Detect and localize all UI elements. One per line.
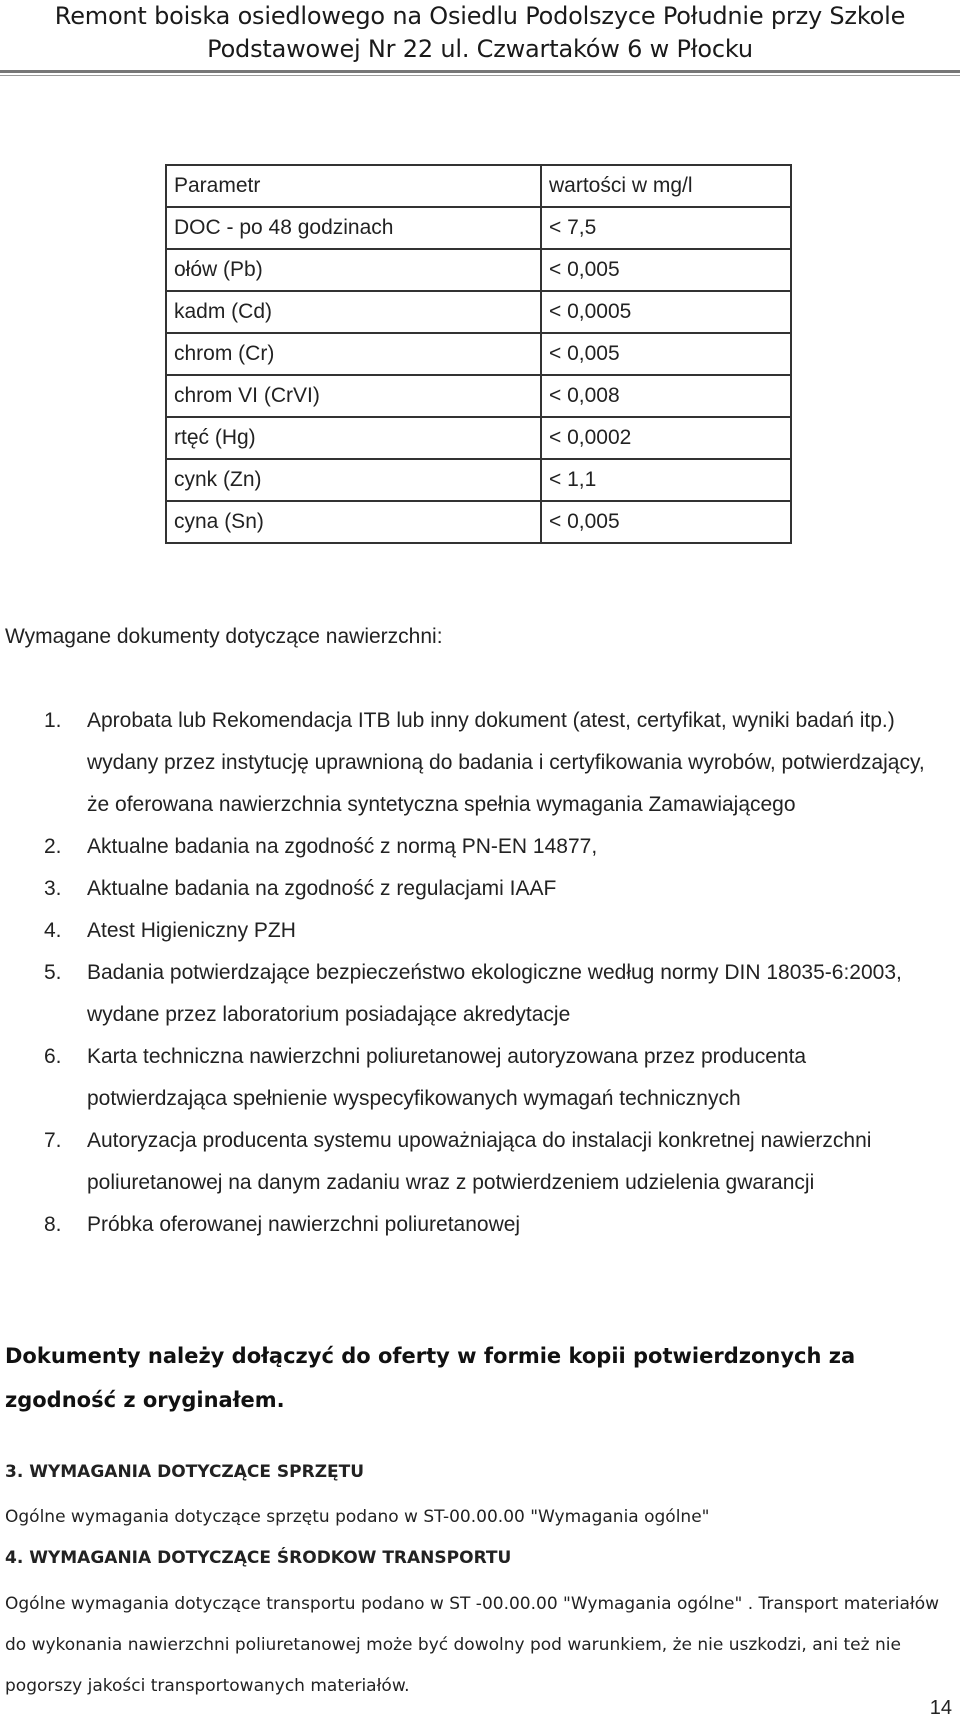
list-item [0,1120,940,1204]
section-4-heading: 4. WYMAGANIA DOTYCZĄCE ŚRODKOW TRANSPORTU [5,1548,512,1568]
list-item-number: 1. [44,709,62,732]
section-3-text: Ogólne wymagania dotyczące sprzętu podano w ST-00.00.00 "Wymagania ogólne" [5,1507,710,1527]
table-cell-value: < 0,0005 [541,291,791,333]
table-row [166,249,791,291]
section-4-text: Ogólne wymagania dotyczące transportu podano w ST -00.00.00 "Wymagania ogólne" . Transport materiałów do wykonania nawierzchni poliuretanowej może być dowolny pod warunkiem, że nie uszkodzi, ani też nie pogorszy jakości transportowanych materiałów. [5,1594,940,1696]
list-item-text: Atest Higieniczny PZH [87,919,296,942]
table-cell-param: rtęć (Hg) [166,417,541,459]
section-3-heading: 3. WYMAGANIA DOTYCZĄCE SPRZĘTU [5,1462,365,1482]
table-header-value: wartości w mg/l [541,165,791,207]
table-cell-value: < 0,005 [541,501,791,543]
table-cell-param: ołów (Pb) [166,249,541,291]
list-item-number: 8. [44,1213,62,1236]
list-item-number: 2. [44,835,62,858]
list-item-number: 3. [44,877,62,900]
list-item-text: Aktualne badania na zgodność z regulacjami IAAF [87,877,557,900]
table-row [166,375,791,417]
page-header [0,0,960,66]
table-row [166,333,791,375]
header-title-line-1: Remont boiska osiedlowego na Osiedlu Podolszyce Południe przy Szkole [54,2,906,30]
table-cell-param: chrom VI (CrVI) [166,375,541,417]
table-row [166,501,791,543]
list-item-number: 7. [44,1129,62,1152]
header-divider [0,70,960,73]
header-divider-thin [0,75,960,76]
table-cell-value: < 1,1 [541,459,791,501]
list-item-text: Próbka oferowanej nawierzchni poliuretanowej [87,1213,521,1236]
table-cell-value: < 0,0002 [541,417,791,459]
list-item [0,910,940,952]
list-item-text: Karta techniczna nawierzchni poliuretanowej autoryzowana przez producenta potwierdzająca spełnienie wyspecyfikowanych wymagań technicznych [87,1045,807,1110]
list-item-number: 4. [44,919,62,942]
list-item [0,1204,940,1246]
table-cell-param: DOC - po 48 godzinach [166,207,541,249]
list-item-text: Badania potwierdzające bezpieczeństwo ekologiczne według normy DIN 18035-6:2003, wydane przez laboratorium posiadające akredytacje [87,961,902,1026]
list-item-text: Aprobata lub Rekomendacja ITB lub inny dokument (atest, certyfikat, wyniki badań itp.) wydany przez instytucję uprawnioną do badania i certyfikowania wyrobów, potwierdzający, że oferowana nawierzchnia syntetyczna spełnia wymagania Zamawiającego [87,709,925,816]
list-item-number: 5. [44,961,62,984]
table-row [166,459,791,501]
table-row [166,207,791,249]
parameters-table [165,164,792,544]
list-item-text: Autoryzacja producenta systemu upoważniająca do instalacji konkretnej nawierzchni poliuretanowej na danym zadaniu wraz z potwierdzeniem udzielenia gwarancji [87,1129,872,1194]
documents-note: Dokumenty należy dołączyć do oferty w formie kopii potwierdzonych za zgodność z oryginałem. [5,1344,856,1412]
table-row [166,291,791,333]
table-cell-param: cyna (Sn) [166,501,541,543]
table-row [166,417,791,459]
list-item [0,1036,940,1120]
table-cell-value: < 0,005 [541,333,791,375]
table-header-param: Parametr [166,165,541,207]
page-number: 14 [929,1697,952,1719]
documents-heading: Wymagane dokumenty dotyczące nawierzchni: [5,625,443,648]
list-item [0,700,940,826]
list-item [0,952,940,1036]
list-item-number: 6. [44,1045,62,1068]
table-cell-value: < 0,008 [541,375,791,417]
table-cell-param: kadm (Cd) [166,291,541,333]
list-item-text: Aktualne badania na zgodność z normą PN-EN 14877, [87,835,598,858]
table-cell-param: chrom (Cr) [166,333,541,375]
documents-list [0,700,940,1246]
table-cell-value: < 7,5 [541,207,791,249]
list-item [0,826,940,868]
header-title-line-2: Podstawowej Nr 22 ul. Czwartaków 6 w Płocku [207,35,753,63]
list-item [0,868,940,910]
table-cell-value: < 0,005 [541,249,791,291]
table-header-row [166,165,791,207]
table-cell-param: cynk (Zn) [166,459,541,501]
